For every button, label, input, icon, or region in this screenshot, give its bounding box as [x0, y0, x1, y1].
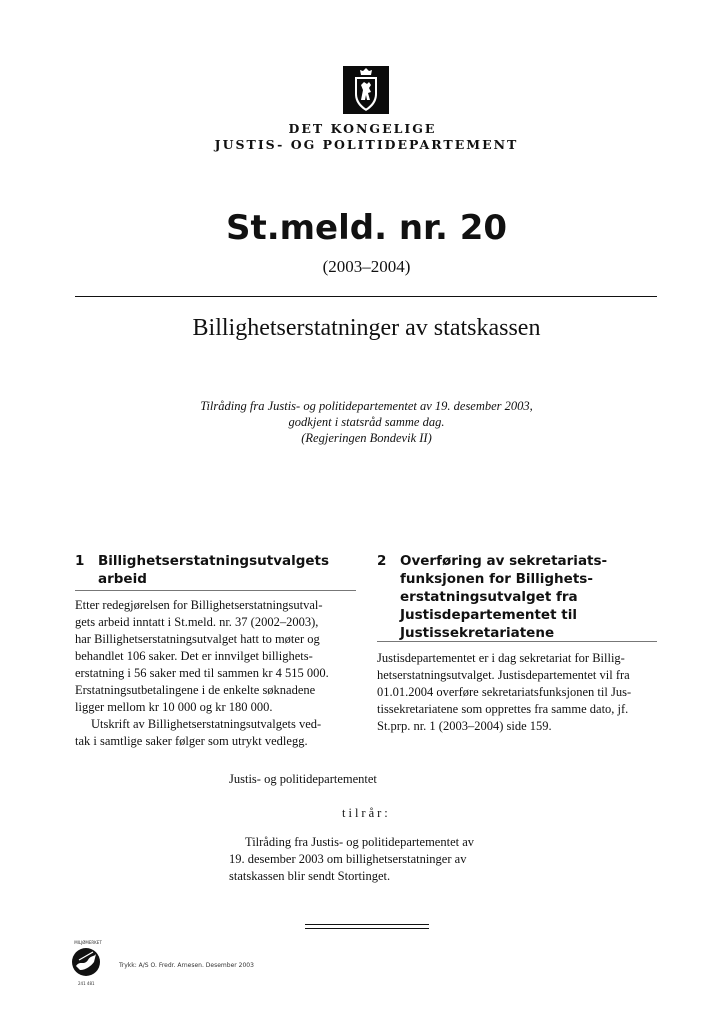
body-line: Erstatningsutbetalingene i de enkelte søknadene — [75, 683, 316, 697]
section-number: 2 — [377, 553, 387, 569]
closing-department: Justis- og politidepartementet — [229, 772, 377, 786]
body-line: tissekretariatene som opprettes fra samme dato, jf. — [377, 702, 629, 716]
body-line: Etter redegjørelsen for Billighetserstatningsutval- — [75, 598, 323, 612]
closing-line: statskassen blir sendt Stortinget. — [229, 869, 391, 883]
recommendation-note — [0, 398, 725, 446]
session-years: (2003–2004) — [322, 257, 411, 276]
closing-line: 19. desember 2003 om billighetserstatninger av — [229, 852, 467, 866]
document-title: St.meld. nr. 20 — [225, 208, 508, 248]
coat-of-arms-logo — [343, 66, 389, 114]
eco-label-caption: MILJØMERKET — [74, 940, 102, 945]
body-line: hetserstatningsutvalget. Justisdepartementet vil fra — [377, 668, 630, 682]
title-divider — [75, 296, 657, 297]
section-1-body — [75, 597, 356, 750]
section-heading-line: Justisdepartementet til — [400, 607, 577, 623]
eco-label-code: 241 481 — [78, 981, 95, 986]
section-2-heading — [377, 552, 657, 642]
section-heading-line: funksjonen for Billighets- — [400, 571, 593, 587]
body-line: ligger mellom kr 10 000 og kr 180 000. — [75, 700, 273, 714]
department-name-line1: DET KONGELIGE — [288, 121, 437, 136]
section-2-body — [377, 650, 658, 735]
body-line: erstatning i 56 saker med til sammen kr 4 515 000. — [75, 666, 329, 680]
closing-verb: tilrår: — [342, 806, 391, 820]
section-1-divider — [75, 590, 356, 591]
section-1-heading — [75, 552, 355, 588]
section-2-divider — [377, 641, 657, 642]
closing-line: Tilråding fra Justis- og politidepartementet av — [245, 835, 475, 849]
end-divider-bottom — [305, 928, 429, 929]
section-heading-line: Overføring av sekretariats- — [400, 553, 608, 569]
section-heading-line: arbeid — [98, 571, 147, 587]
body-line: Justisdepartementet er i dag sekretariat for Billig- — [377, 651, 625, 665]
recommendation-line: Tilråding fra Justis- og politidepartementet av 19. desember 2003, — [200, 399, 533, 413]
section-heading-line: Billighetserstatningsutvalgets — [98, 553, 330, 569]
body-line: gets arbeid inntatt i St.meld. nr. 37 (2002–2003), — [75, 615, 319, 629]
section-heading-line: erstatningsutvalget fra — [400, 589, 578, 605]
body-line: har Billighetserstatningsutvalget hatt to møter og — [75, 632, 320, 646]
lion-crest-icon — [343, 66, 389, 114]
swan-eco-label — [64, 940, 108, 984]
body-line: Utskrift av Billighetserstatningsutvalgets ved- — [91, 717, 322, 731]
recommendation-line: godkjent i statsråd samme dag. — [288, 415, 445, 429]
swan-eco-label-icon — [64, 940, 108, 984]
recommendation-line: (Regjeringen Bondevik II) — [301, 431, 432, 445]
body-line: tak i samtlige saker følger som utrykt vedlegg. — [75, 734, 308, 748]
section-number: 1 — [75, 553, 85, 569]
body-line: 01.01.2004 overføre sekretariatsfunksjonen til Jus- — [377, 685, 632, 699]
body-line: behandlet 106 saker. Det er innvilget billighets- — [75, 649, 313, 663]
printer-credit: Trykk: A/S O. Fredr. Arnesen. Desember 2003 — [119, 962, 254, 969]
section-heading-line: Justissekretariatene — [400, 625, 555, 641]
document-subject: Billighetserstatninger av statskassen — [192, 315, 541, 341]
closing-text — [229, 834, 510, 885]
department-name-line2: JUSTIS- OG POLITIDEPARTEMENT — [214, 137, 519, 152]
end-divider-top — [305, 924, 429, 925]
body-line: St.prp. nr. 1 (2003–2004) side 159. — [377, 719, 552, 733]
